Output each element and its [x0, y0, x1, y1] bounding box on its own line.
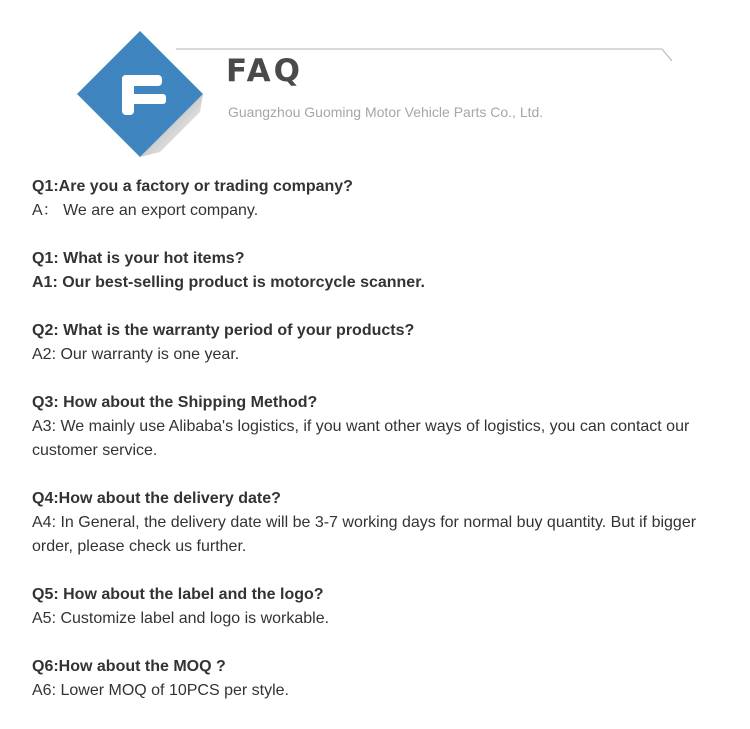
faq-question: Q4:How about the delivery date?: [32, 490, 281, 507]
faq-question: Q5: How about the label and the logo?: [32, 586, 324, 603]
faq-answer: A3: We mainly use Alibaba's logistics, if you want other ways of logistics, you can contact our customer service.: [32, 418, 690, 459]
faq-question: Q3: How about the Shipping Method?: [32, 394, 318, 411]
page-title: FAQ: [226, 53, 303, 89]
faq-question: Q2: What is the warranty period of your products?: [32, 322, 415, 339]
company-name: Guangzhou Guoming Motor Vehicle Parts Co., Ltd.: [228, 104, 544, 120]
faq-header: [0, 0, 750, 165]
faq-list: [32, 175, 722, 727]
faq-item: [32, 247, 722, 295]
faq-answer: A1: Our best-selling product is motorcycle scanner.: [32, 274, 425, 291]
faq-question: Q1:Are you a factory or trading company?: [32, 178, 353, 195]
faq-answer: A4: In General, the delivery date will be 3-7 working days for normal buy quantity. But if bigger order, please check us further.: [32, 514, 697, 555]
faq-item: [32, 583, 722, 631]
faq-item: [32, 487, 722, 559]
faq-answer: A2: Our warranty is one year.: [32, 346, 240, 363]
faq-item: [32, 655, 722, 703]
faq-item: [32, 391, 722, 463]
faq-item: [32, 175, 722, 223]
faq-item: [32, 319, 722, 367]
faq-answer: A5: Customize label and logo is workable.: [32, 610, 330, 627]
faq-question: Q1: What is your hot items?: [32, 250, 245, 267]
faq-answer: A： We are an export company.: [32, 202, 259, 219]
faq-answer: A6: Lower MOQ of 10PCS per style.: [32, 682, 289, 699]
faq-logo: [0, 0, 750, 165]
faq-question: Q6:How about the MOQ ?: [32, 658, 226, 675]
